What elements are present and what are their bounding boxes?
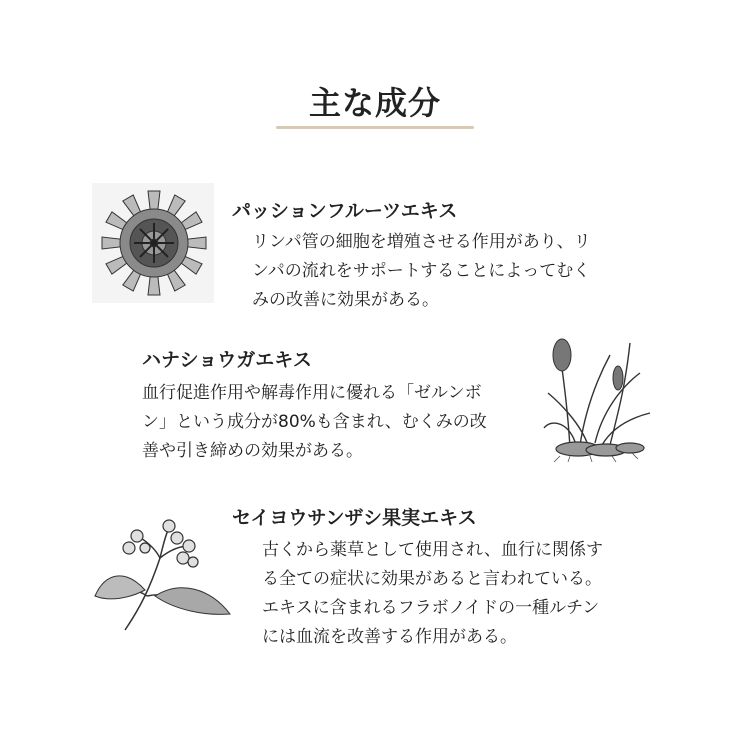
- title-underline: [276, 126, 474, 129]
- hawthorn-berry-icon: [85, 518, 240, 633]
- ingredient-desc-line: 古くから薬草として使用され、血行に関係す: [262, 540, 604, 560]
- ginger-plant-icon: [540, 333, 660, 463]
- ingredient-desc-line: 善や引き締めの効果がある。: [142, 441, 363, 461]
- ingredient-desc-line: 血行促進作用や解毒作用に優れる「ゼルンボ: [142, 383, 482, 403]
- ingredient-desc-line: ン」という成分が80%も含まれ、むくみの改: [142, 412, 487, 432]
- page-title: 主な成分: [308, 84, 441, 122]
- ingredient-desc-line: る全ての症状に効果があると言われている。: [262, 569, 602, 589]
- ingredient-name-hawthorn: セイヨウサンザシ果実エキス: [232, 507, 477, 529]
- ingredient-desc-line: リンパ管の細胞を増殖させる作用があり、リ: [252, 232, 591, 252]
- ingredient-desc-line: みの改善に効果がある。: [252, 290, 439, 310]
- ingredient-desc-line: エキスに含まれるフラボノイドの一種ルチン: [262, 598, 600, 618]
- ingredient-desc-line: には血流を改善する作用がある。: [262, 627, 517, 647]
- ingredient-name-passion-fruit: パッションフルーツエキス: [232, 200, 458, 222]
- ingredient-name-ginger: ハナショウガエキス: [142, 349, 312, 371]
- passion-flower-icon: [92, 183, 214, 303]
- ingredient-desc-line: ンパの流れをサポートすることによってむく: [252, 261, 591, 281]
